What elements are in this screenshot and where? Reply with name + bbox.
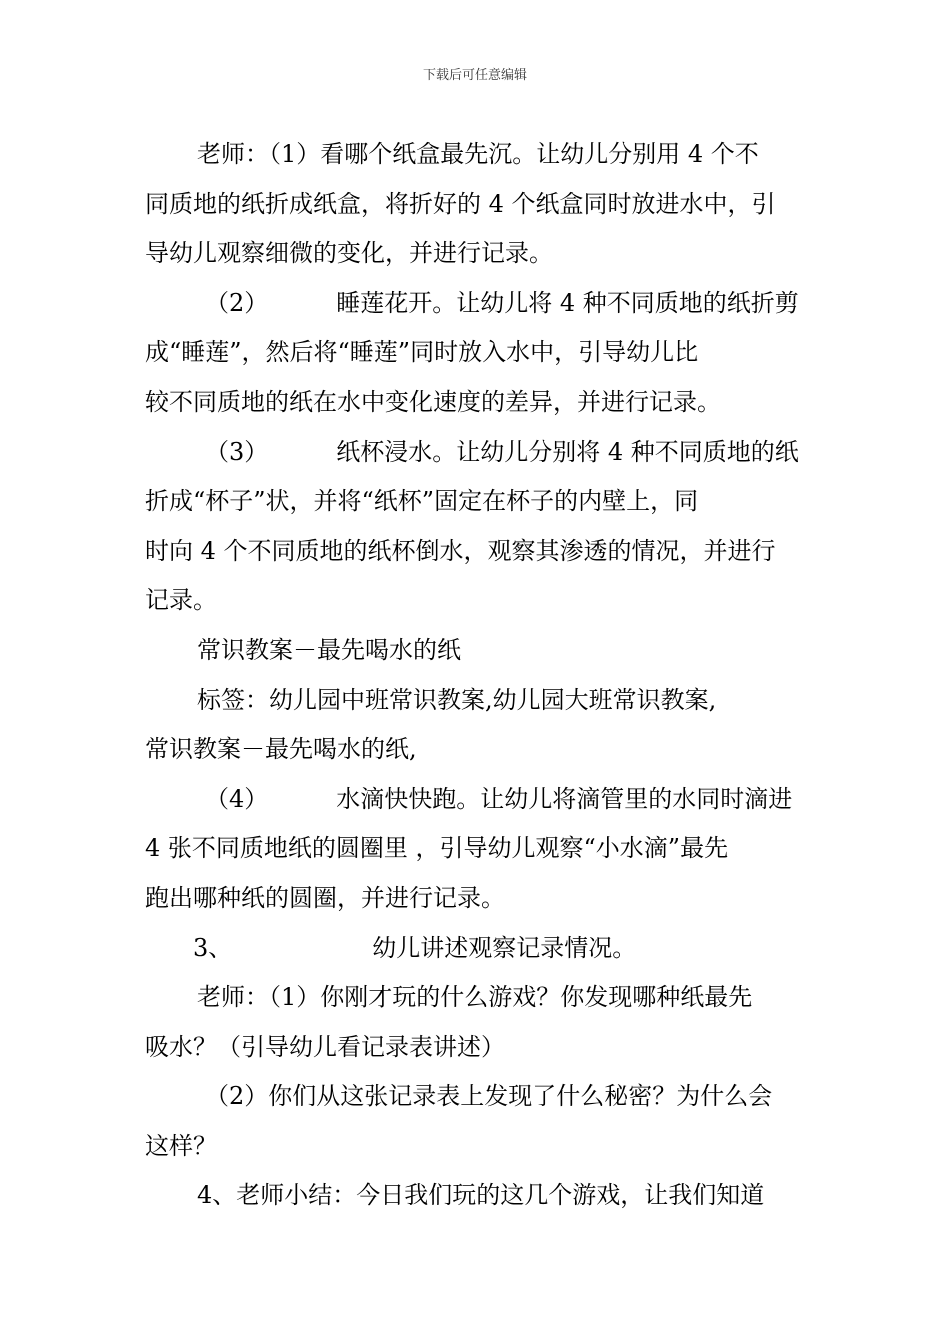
line-text: 折成“杯子”状，并将“纸杯”固定在杯子的内壁上，同	[145, 487, 699, 516]
line-text: 4、老师小结：今日我们玩的这几个游戏，让我们知道	[197, 1181, 765, 1210]
line-text: 睡莲花开。让幼儿将 4 种不同质地的纸折剪	[336, 288, 799, 317]
line-text: 幼儿讲述观察记录情况。	[372, 933, 637, 962]
paragraph-line	[145, 328, 810, 378]
page-header: 下载后可任意编辑	[422, 68, 527, 83]
list-label: 3、	[193, 933, 233, 962]
line-text: 成“睡莲”，然后将“睡莲”同时放入水中，引导幼儿比	[145, 338, 699, 367]
paragraph-line	[145, 824, 810, 874]
line-text: 记录。	[145, 586, 217, 615]
list-label: （3）	[205, 437, 269, 466]
line-text: 同质地的纸折成纸盒，将折好的 4 个纸盒同时放进水中，引	[145, 189, 776, 218]
paragraph-line	[145, 229, 810, 279]
line-text: 标签：幼儿园中班常识教案,幼儿园大班常识教案,	[197, 685, 717, 714]
paragraph-line	[145, 1171, 810, 1221]
paragraph-line	[145, 775, 810, 825]
paragraph-line	[145, 1023, 810, 1073]
paragraph-line	[145, 874, 810, 924]
list-label: （2）	[205, 288, 269, 317]
line-text: 导幼儿观察细微的变化，并进行记录。	[145, 239, 553, 268]
paragraph-line	[145, 924, 810, 974]
paragraph-line	[145, 725, 810, 775]
paragraph-line	[145, 1072, 810, 1122]
paragraph-line	[145, 576, 810, 626]
paragraph-line	[145, 676, 810, 726]
line-text: 水滴快快跑。让幼儿将滴管里的水同时滴进	[336, 784, 793, 813]
line-text: 较不同质地的纸在水中变化速度的差异，并进行记录。	[145, 387, 721, 416]
paragraph-line	[145, 180, 810, 230]
line-text: 老师：（1）看哪个纸盒最先沉。让幼儿分别用 4 个不	[197, 140, 759, 168]
line-text: 时向 4 个不同质地的纸杯倒水，观察其渗透的情况，并进行	[145, 536, 776, 565]
paragraph-line	[145, 973, 810, 1023]
paragraph-line	[145, 428, 810, 478]
line-text: 吸水？（引导幼儿看记录表讲述）	[145, 1032, 505, 1061]
line-text: 纸杯浸水。让幼儿分别将 4 种不同质地的纸	[336, 437, 799, 466]
paragraph-line	[145, 527, 810, 577]
paragraph-line	[145, 279, 810, 329]
document-body	[145, 130, 810, 1221]
line-text: 跑出哪种纸的圆圈，并进行记录。	[145, 883, 505, 912]
line-text: 常识教案－最先喝水的纸	[197, 635, 461, 664]
line-text: 这样？	[145, 1131, 217, 1160]
paragraph-line	[145, 378, 810, 428]
paragraph-line	[145, 1122, 810, 1172]
paragraph-line	[145, 477, 810, 527]
list-label: （4）	[205, 784, 269, 813]
line-text: （2）你们从这张记录表上发现了什么秘密？为什么会	[205, 1082, 773, 1111]
paragraph-line	[145, 130, 810, 180]
paragraph-line	[145, 626, 810, 676]
line-text: 常识教案－最先喝水的纸,	[145, 735, 417, 764]
line-text: 4 张不同质地纸的圆圈里 ，引导幼儿观察“小水滴”最先	[145, 834, 729, 863]
line-text: 老师：（1）你刚才玩的什么游戏？你发现哪种纸最先	[197, 983, 753, 1012]
